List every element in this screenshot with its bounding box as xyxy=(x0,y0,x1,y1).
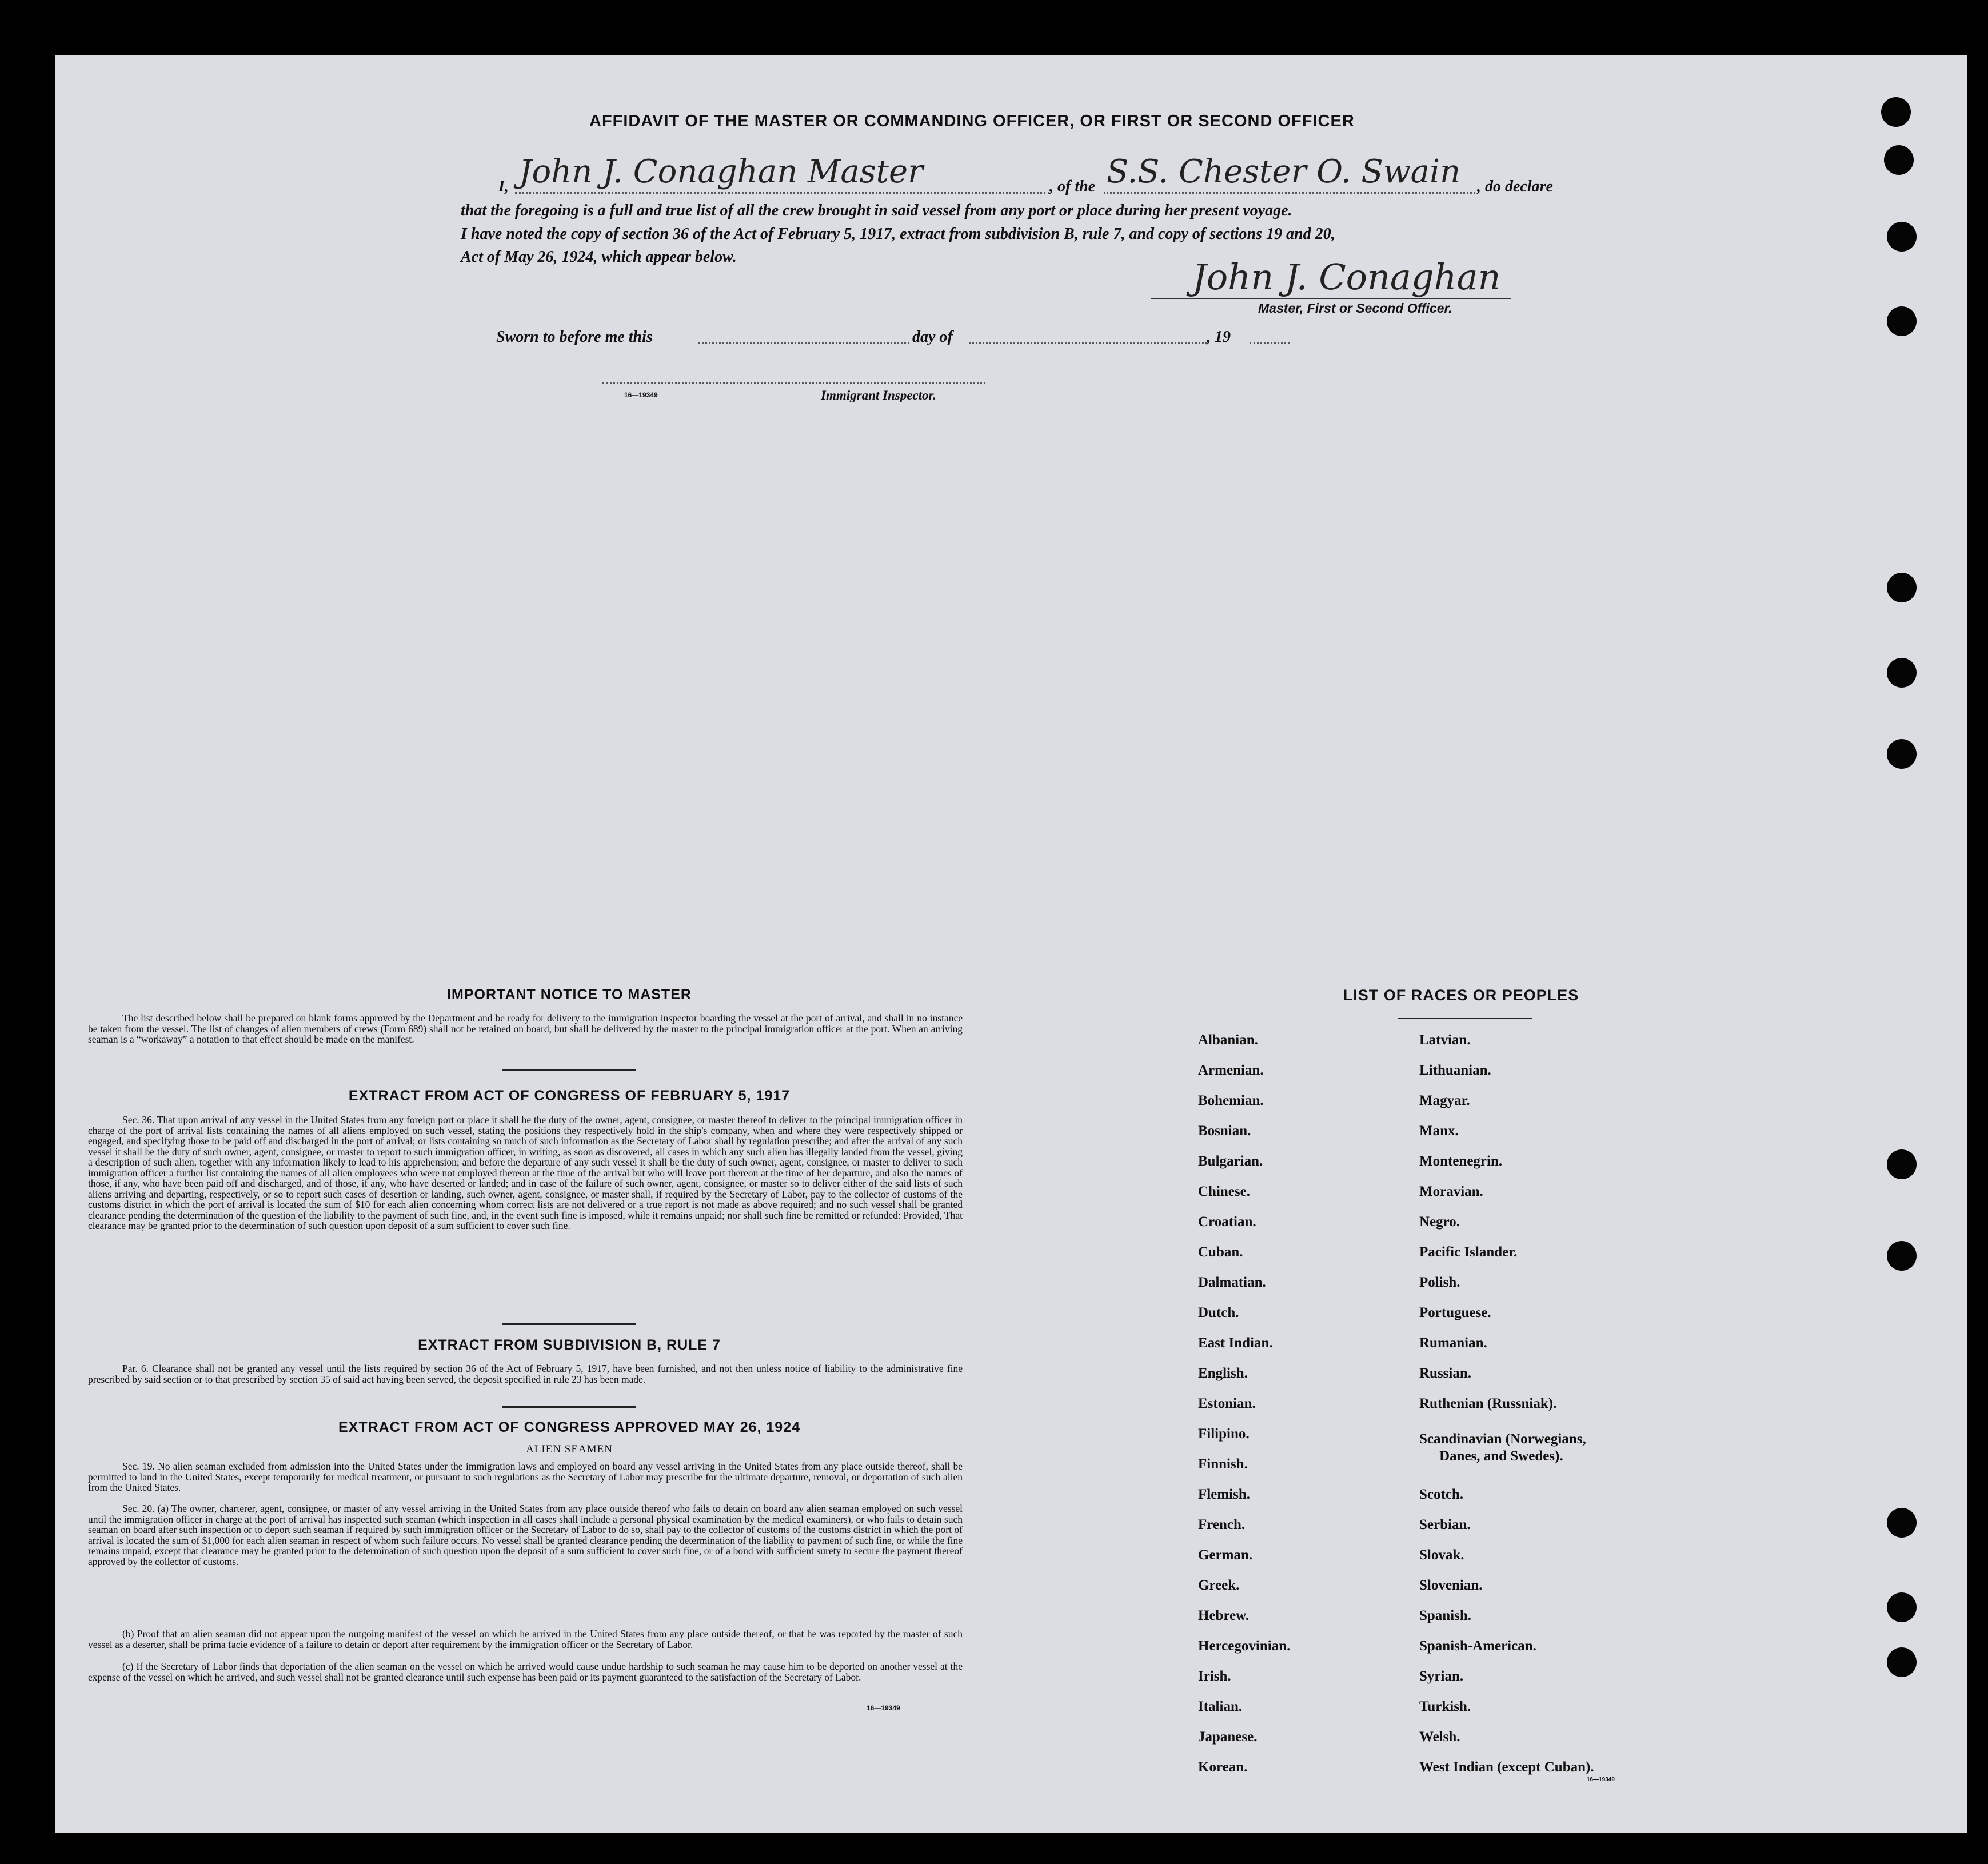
race-right-1: Lithuanian. xyxy=(1419,1063,1491,1078)
extract-1924-sec19: Sec. 19. No alien seaman excluded from admission into the United States under the immigration laws and employed on board any vessel arriving in the United States from any place outside thereof, shall be permitted to land in the United States, except temporarily for medical treatment, or pursuant to such regulations as the Secretary of Labor may prescribe for the ultimate departure, removal, or deportation of such alien from the United States. xyxy=(88,1460,963,1493)
race-left-12: Estonian. xyxy=(1198,1396,1256,1411)
race-right-22: Turkish. xyxy=(1419,1699,1471,1714)
rule7-title: EXTRACT FROM SUBDIVISION B, RULE 7 xyxy=(418,1337,721,1353)
race-right-23: Welsh. xyxy=(1419,1729,1460,1745)
master-name-handwritten: John J. Conaghan Master xyxy=(519,153,923,190)
race-left-14: Finnish. xyxy=(1198,1456,1248,1472)
notice-title: IMPORTANT NOTICE TO MASTER xyxy=(447,987,692,1003)
race-left-1: Armenian. xyxy=(1198,1063,1264,1078)
inspector-signature-line xyxy=(602,382,985,384)
race-left-19: Hebrew. xyxy=(1198,1608,1250,1623)
sworn-year-line xyxy=(1250,342,1290,344)
master-signature-handwritten: John J. Conaghan xyxy=(1192,256,1501,298)
race-right-20: Spanish-American. xyxy=(1419,1638,1536,1654)
race-left-3: Bosnian. xyxy=(1198,1123,1251,1139)
vessel-name-handwritten: S.S. Chester O. Swain xyxy=(1107,153,1461,190)
signature-line xyxy=(1151,298,1511,299)
notice-divider xyxy=(502,1069,636,1071)
extract-1924-sec20a: Sec. 20. (a) The owner, charterer, agent, consignee, or master of any vessel arriving in the United States from any place outside thereof who fails to detain on board any alien seaman employed on such vessel until the immigration officer in charge at the port of arrival has inspected such seaman (which inspection in all cases shall include a personal physical examination by the medical examiners), or who fails to detain such seaman on board after such inspection or to deport such seaman if required by such immigration officer or the Secretary of Labor to do so, shall pay to the collector of customs of the customs district in which the port of arrival is located the sum of $1,000 for each alien seaman in respect of whom such failure occurs. No vessel shall be granted clearance pending the determination of the liability to payment of such fine, or while the fine remains unpaid, except that clearance may be granted prior to the determination of such question upon the deposit of a sum sufficient to cover such fine, or of a bond with sufficient surety to secure the payment thereof approved by the collector of customs. xyxy=(88,1503,963,1567)
race-left-23: Japanese. xyxy=(1198,1729,1258,1745)
race-right-3: Manx. xyxy=(1419,1123,1459,1139)
punch-hole-6 xyxy=(1887,658,1917,688)
race-right-24: West Indian (except Cuban). xyxy=(1419,1759,1594,1775)
punch-hole-8 xyxy=(1887,1149,1917,1179)
race-right-6: Negro. xyxy=(1419,1214,1460,1230)
affidavit-line4: Act of May 26, 1924, which appear below. xyxy=(461,248,737,266)
race-right-14: Danes, and Swedes). xyxy=(1439,1448,1563,1464)
punch-hole-11 xyxy=(1887,1592,1917,1622)
race-left-2: Bohemian. xyxy=(1198,1093,1264,1108)
sworn-month-line xyxy=(969,342,1207,344)
races-form-number: 16—19349 xyxy=(1587,1777,1615,1783)
punch-hole-9 xyxy=(1887,1241,1917,1271)
extract-1917-divider xyxy=(502,1323,636,1325)
affidavit-line1-mid: , of the xyxy=(1049,178,1096,195)
punch-hole-5 xyxy=(1887,573,1917,602)
extract-1924-sec20b: (b) Proof that an alien seaman did not appear upon the outgoing manifest of the vessel on which he arrived in the United States from any place outside thereof, or that he was reported by the master of such vessel as a deserter, shall be prima facie evidence of a failure to detain or deport after requirement by the immigration officer or the Secretary of Labor. xyxy=(88,1628,963,1650)
race-right-21: Syrian. xyxy=(1419,1669,1464,1684)
inspector-caption: Immigrant Inspector. xyxy=(821,388,936,402)
extract-1924-form-number: 16—19349 xyxy=(867,1704,900,1712)
affidavit-line1-suffix: , do declare xyxy=(1477,178,1553,195)
race-right-0: Latvian. xyxy=(1419,1032,1471,1048)
punch-hole-4 xyxy=(1887,306,1917,336)
race-right-12: Ruthenian (Russniak). xyxy=(1419,1396,1557,1411)
race-left-20: Hercegovinian. xyxy=(1198,1638,1291,1654)
race-left-13: Filipino. xyxy=(1198,1426,1250,1442)
race-left-15: Flemish. xyxy=(1198,1487,1250,1502)
sworn-prefix: Sworn to before me this xyxy=(496,328,653,346)
sworn-year-label: , 19 xyxy=(1207,328,1231,346)
sworn-day-label: day of xyxy=(912,328,953,346)
race-right-18: Slovenian. xyxy=(1419,1578,1483,1593)
signature-caption: Master, First or Second Officer. xyxy=(1258,301,1452,316)
race-right-19: Spanish. xyxy=(1419,1608,1472,1623)
document-page xyxy=(55,55,1967,1833)
race-left-0: Albanian. xyxy=(1198,1032,1258,1048)
race-right-5: Moravian. xyxy=(1419,1184,1483,1199)
race-left-10: East Indian. xyxy=(1198,1335,1273,1351)
race-left-5: Chinese. xyxy=(1198,1184,1250,1199)
punch-hole-1 xyxy=(1881,97,1911,127)
extract-1924-subtitle: ALIEN SEAMEN xyxy=(526,1443,613,1455)
race-left-4: Bulgarian. xyxy=(1198,1153,1263,1169)
race-left-18: Greek. xyxy=(1198,1578,1240,1593)
race-left-22: Italian. xyxy=(1198,1699,1243,1714)
punch-hole-2 xyxy=(1884,145,1914,175)
extract-1924-sec20c: (c) If the Secretary of Labor finds that deportation of the alien seaman on the vessel on which he arrived would cause undue hardship to such seaman he may cause him to be deported on another vessel at the expense of the vessel on which he arrived, and such vessel shall not be granted clearance until such expense has been paid or its payment guaranteed to the satisfaction of the Secretary of Labor. xyxy=(88,1661,963,1683)
races-divider xyxy=(1398,1018,1532,1019)
extract-1917-title: EXTRACT FROM ACT OF CONGRESS OF FEBRUARY 5, 1917 xyxy=(348,1088,791,1104)
race-left-7: Cuban. xyxy=(1198,1244,1243,1260)
punch-hole-7 xyxy=(1887,739,1917,769)
race-left-17: German. xyxy=(1198,1547,1253,1563)
affidavit-line3: I have noted the copy of section 36 of the Act of February 5, 1917, extract from subdivision B, rule 7, and copy of sections 19 and 20, xyxy=(461,225,1335,243)
race-left-11: English. xyxy=(1198,1366,1248,1381)
race-left-9: Dutch. xyxy=(1198,1305,1239,1320)
races-title: LIST OF RACES OR PEOPLES xyxy=(1343,987,1579,1004)
punch-hole-10 xyxy=(1887,1508,1917,1538)
race-left-6: Croatian. xyxy=(1198,1214,1256,1230)
race-left-21: Irish. xyxy=(1198,1669,1231,1684)
affidavit-title: AFFIDAVIT OF THE MASTER OR COMMANDING OFFICER, OR FIRST OR SECOND OFFICER xyxy=(589,112,1355,130)
race-right-13: Scandinavian (Norwegians, xyxy=(1419,1431,1586,1447)
rule7-divider xyxy=(502,1406,636,1408)
race-left-24: Korean. xyxy=(1198,1759,1248,1775)
vessel-name-line xyxy=(1104,192,1475,194)
affidavit-form-number: 16—19349 xyxy=(624,391,658,399)
race-right-2: Magyar. xyxy=(1419,1093,1470,1108)
race-left-8: Dalmatian. xyxy=(1198,1275,1266,1290)
sworn-day-line xyxy=(698,342,909,344)
notice-text: The list described below shall be prepared on blank forms approved by the Department and be ready for delivery to the immigration inspector boarding the vessel at the port of arrival, and shall in no instance be taken from the vessel. The list of changes of alien members of crews (Form 689) shall not be retained on board, but shall be delivered by the master to the principal immigration officer at the port. When an arriving seaman is a “workaway” a notation to that effect should be made on the manifest. xyxy=(88,1012,963,1045)
race-right-10: Rumanian. xyxy=(1419,1335,1487,1351)
extract-1924-title: EXTRACT FROM ACT OF CONGRESS APPROVED MAY 26, 1924 xyxy=(338,1419,801,1435)
punch-hole-3 xyxy=(1887,222,1917,252)
race-right-17: Slovak. xyxy=(1419,1547,1464,1563)
race-right-7: Pacific Islander. xyxy=(1419,1244,1518,1260)
race-right-9: Portuguese. xyxy=(1419,1305,1491,1320)
race-right-11: Russian. xyxy=(1419,1366,1472,1381)
punch-hole-12 xyxy=(1887,1647,1917,1677)
race-left-16: French. xyxy=(1198,1517,1246,1532)
affidavit-line1-prefix: I, xyxy=(498,178,509,195)
race-right-15: Scotch. xyxy=(1419,1487,1464,1502)
extract-1917-text: Sec. 36. That upon arrival of any vessel in the United States from any foreign port or place it shall be the duty of the owner, agent, consignee, or master thereof to deliver to the principal immigration officer in charge of the port of arrival lists containing the names of all aliens employed on such vessel, stating the positions they respectively hold in the ship's company, when and where they were respectively shipped or engaged, and specifying those to be paid off and discharged in the port of arrival; or lists containing so much of such information as the Secretary of Labor shall by regulation prescribe; and after the arrival of any such vessel it shall be the duty of such owner, agent, consignee, or master to report to such immigration officer, in writing, as soon as discovered, all cases in which any such alien has illegally landed from the vessel, giving a description of such alien, together with any information likely to lead to his apprehension; and before the departure of any such vessel it shall be the duty of such owner, agent, consignee, or master to deliver to such immigration officer a further list containing the names of all alien employees who were not employed thereon at the time of the arrival but who will leave port thereon at the time of her departure, and also the names of those, if any, who have been paid off and discharged, and of those, if any, who have deserted or landed; and in case of the failure of such owner, agent, consignee, or master so to deliver either of the said lists of such aliens arriving and departing, respectively, or so to report such cases of desertion or landing, such owner, agent, consignee, or master shall, if required by the Secretary of Labor, pay to the collector of customs of the customs district in which the port of arrival is located the sum of $10 for each alien concerning whom correct lists are not delivered or a true report is not made as above required; and no such vessel shall be granted clearance pending the determination of the question of the liability to the payment of such fine, and, in the event such fine is imposed, while it remains unpaid; nor shall such fine be remitted or refunded: Provided, That clearance may be granted prior to the determination of such question upon deposit of a sum sufficient to cover such fine. xyxy=(88,1114,963,1231)
rule7-text: Par. 6. Clearance shall not be granted any vessel until the lists required by section 36 of the Act of February 5, 1917, have been furnished, and not then unless notice of liability to the administrative fine prescribed by said section or to that prescribed by section 35 of said act having been served, the deposit specified in rule 23 has been made. xyxy=(88,1363,963,1385)
race-right-16: Serbian. xyxy=(1419,1517,1471,1532)
race-right-8: Polish. xyxy=(1419,1275,1460,1290)
affidavit-line2: that the foregoing is a full and true list of all the crew brought in said vessel from any port or place during her present voyage. xyxy=(461,202,1292,219)
master-name-line xyxy=(515,192,1049,194)
race-right-4: Montenegrin. xyxy=(1419,1153,1503,1169)
